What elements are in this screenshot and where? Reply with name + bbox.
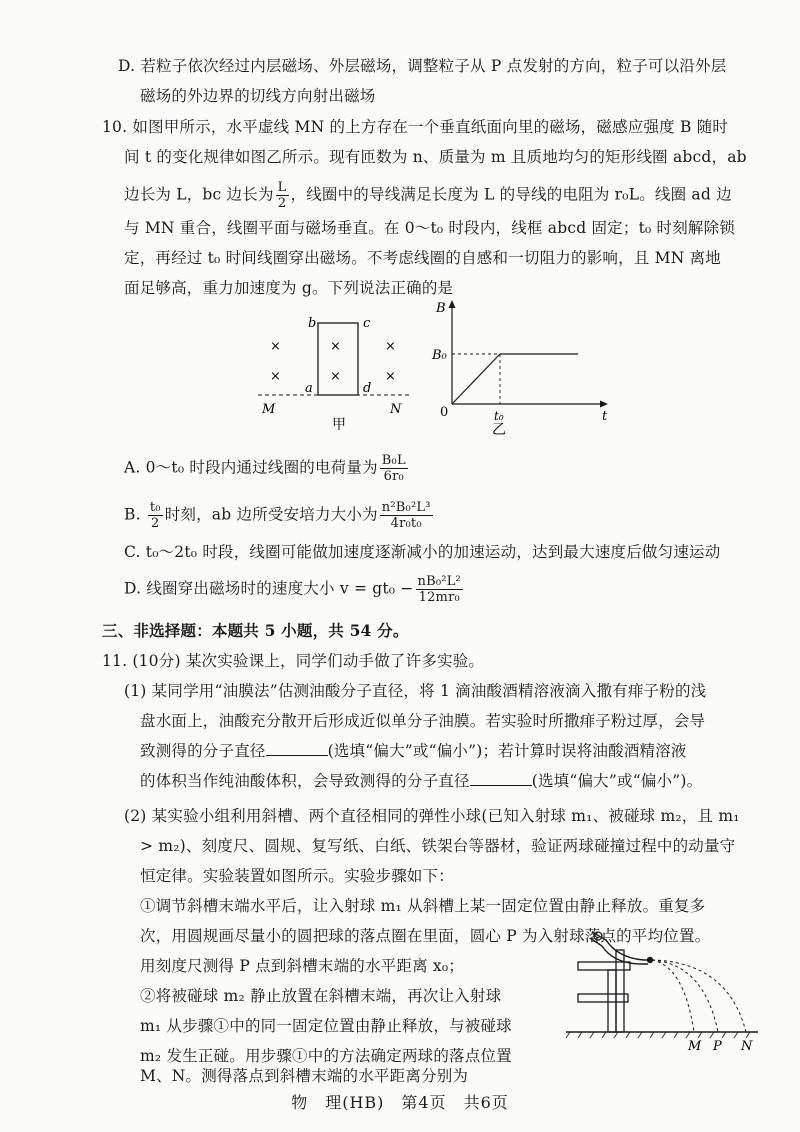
label-m: M [262,402,276,417]
q11-part2-line3: 恒定律。实验装置如图所示。实验步骤如下： [140,867,455,885]
x-axis-arrow [600,401,608,408]
q10-option-a: A. 0～t₀ 时段内通过线圈的电荷量为 $\frac{\text{B₀L}}{\text{6r₀}}$ [124,453,406,484]
q11-step2-line3: m₂ 发生正碰。用步骤①中的方法确定两球的落点位置 [140,1047,512,1065]
q10-stem-line3: 边长为 L，bc 边长为 $\frac{L}{2}$ ，线圈中的导线满足长度为 L 的导线的电阻为 r₀L。线圈 ad 边 [124,180,732,211]
q10-stem-line5: 定，再经过 t₀ 时间线圈穿出磁场。不考虑线圈的自感和一切阻力的影响，且 MN 离地 [124,249,721,267]
q9-option-d-line2: 磁场的外边界的切线方向射出磁场 [140,87,376,105]
figure-jia-caption: 甲 [332,417,346,433]
q11-step2-line2: m₁ 从步骤①中的同一固定位置由静止释放，与被碰球 [140,1017,512,1035]
q11-part2-line2: > m₂)、刻度尺、圆规、复写纸、白纸、铁架台等器材，验证两球碰撞过程中的动量守 [140,837,736,855]
fraction-option-a: $\frac{\text{B₀L}}{\text{6r₀}}$ [381,453,406,484]
page-footer: 物 理(HB) 第4页 共6页 [291,1093,509,1112]
answer-blank-2 [470,771,532,786]
trajectory-n [652,960,746,1032]
field-mark: × [385,369,396,384]
figure-yi-caption: 乙 [492,422,506,436]
label-c: c [363,316,371,331]
figure-yi-graph [430,296,620,436]
label-d: d [363,381,372,396]
q11-part1-line2: 盘水面上，油酸充分散开后形成近似单分子油膜。若实验时所撒痱子粉过厚，会导 [140,712,706,730]
fraction-option-b: $\frac{\text{n²B₀²L³}}{\text{4r₀t₀}}$ [381,500,431,531]
q10-option-b: B. $\frac{\text{t₀}}{2}$ 时刻，ab 边所受安培力大小为 $\frac{\text{n²B₀²L³}}{\text{4r₀t₀}}$ [124,500,431,531]
field-mark: × [270,339,281,354]
axis-label-t: t [602,409,608,424]
q10-stem-line6: 面足够高，重力加速度为 g。下列说法正确的是 [124,279,454,297]
q10-stem-line2: 间 t 的变化规律如图乙所示。现有匝数为 n、质量为 m 且质地均匀的矩形线圈 abcd，ab [124,148,747,166]
q11-step2-line4: M、N。测得落点到斜槽末端的水平距离分别为 [140,1067,469,1085]
q11-part1-line3: 致测得的分子直径 (选填“偏大”或“偏小”)；若计算时误将油酸酒精溶液 [140,742,687,760]
ground-hatching [566,1032,750,1038]
q10-stem-line4: 与 MN 重合，线圈平面与磁场垂直。在 0～t₀ 时段内，线框 abcd 固定；t₀ 时刻解除锁 [124,219,736,237]
fraction-l-over-2: $\frac{L}{2}$ [277,180,287,211]
stand-post [608,970,616,1032]
trajectory-m [652,960,694,1032]
chute [592,932,648,960]
field-mark: × [270,369,281,384]
q9-option-d-line1: D. 若粒子依次经过内层磁场、外层磁场，调整粒子从 P 点发射的方向，粒子可以沿外层 [118,57,727,75]
fraction-option-d: $\frac{\text{nB₀²L²}}{\text{12mr₀}}$ [417,574,461,605]
q11-step1-line1: ①调节斜槽末端水平后，让入射球 m₁ 从斜槽上某一固定位置由静止释放。重复多 [140,897,706,915]
landing-label-p: P [713,1039,722,1054]
q11-heading: 11. (10分) 某次实验课上，同学们动手做了许多实验。 [102,652,485,670]
label-n: N [390,402,402,417]
q11-part1-line4: 的体积当作纯油酸体积，会导致测得的分子直径 (选填“偏大”或“偏小”)。 [140,772,703,790]
q10-option-d: D. 线圈穿出磁场时的速度大小 v = gt₀ − $\frac{\text{nB₀²L²}}{\text{12mr₀}}$ [124,574,461,605]
q10-stem-line1: 10. 如图甲所示，水平虚线 MN 的上方存在一个垂直纸面向里的磁场，磁感应强度 B 随时 [102,118,729,136]
field-mark: × [385,339,396,354]
table-shelf [578,994,628,1002]
table-top [578,962,630,970]
tick-label-b0: B₀ [432,348,447,363]
q11-step2-line1: ②将被碰球 m₂ 静止放置在斜槽末端，再次让入射球 [140,987,502,1005]
b-ramp-line [452,354,500,404]
origin-label: 0 [440,405,449,420]
y-axis-arrow [449,300,456,308]
fraction-t0-over-2: $\frac{\text{t₀}}{2}$ [149,500,161,531]
q11-part1-line1: (1) 某同学用“油膜法”估测油酸分子直径，将 1 滴油酸酒精溶液滴入撒有痱子粉的浅 [124,682,707,700]
label-a: a [305,381,313,396]
apparatus-figure [566,922,766,1062]
trajectory-p [652,960,718,1032]
field-mark: × [330,339,341,354]
section-heading: 三、非选择题：本题共 5 小题，共 54 分。 [102,621,409,640]
answer-blank-1 [266,741,328,756]
q11-step1-line3: 用刻度尺测得 P 点到斜槽末端的水平距离 x₀； [140,957,464,975]
landing-label-m: M [688,1039,702,1054]
q11-part2-line1: (2) 某实验小组利用斜槽、两个直径相同的弹性小球(已知入射球 m₁、被碰球 m₂，且 m₁ [124,807,740,825]
figure-jia [250,305,420,435]
label-b: b [308,316,317,331]
tick-label-t0: t₀ [494,409,504,423]
field-mark: × [330,369,341,384]
landing-label-n: N [741,1039,753,1054]
axis-label-b: B [436,301,446,316]
q10-option-c: C. t₀～2t₀ 时段，线圈可能做加速度逐渐减小的加速运动，达到最大速度后做匀速运动 [124,543,721,561]
q11-step1-line2: 次，用圆规画尽量小的圆把球的落点圈在里面，圆心 P 为入射球落点的平均位置。 [140,927,711,945]
coil-rectangle [318,323,358,395]
